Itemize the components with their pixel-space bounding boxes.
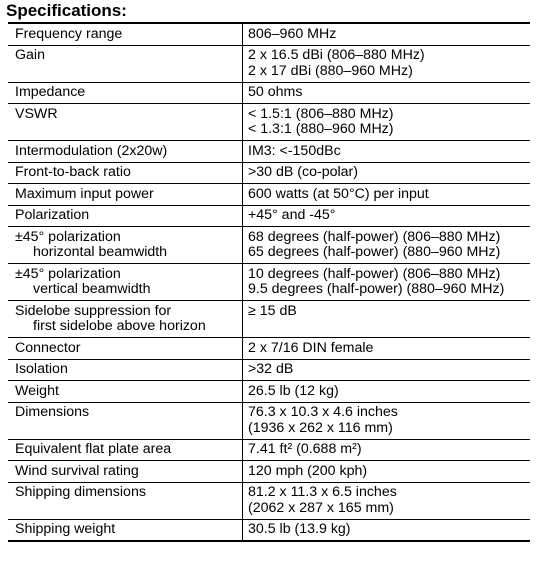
- spec-value-text: 2 x 7/16 DIN female: [248, 339, 374, 356]
- spec-value-text: 600 watts (at 50°C) per input: [248, 185, 429, 202]
- spec-value-text: 9.5 degrees (half-power) (880–960 MHz): [248, 281, 505, 297]
- spec-value-text: < 1.3:1 (880–960 MHz): [248, 121, 394, 137]
- spec-value-text: 50 ohms: [248, 84, 303, 100]
- spec-value-cell: [243, 359, 531, 381]
- spec-label-text: Shipping dimensions: [15, 484, 146, 500]
- spec-value-text: >32 dB: [248, 361, 294, 377]
- spec-value-cell: [243, 141, 531, 163]
- spec-label-cell: [8, 402, 243, 439]
- spec-label-cell: [8, 482, 243, 519]
- spec-row-equivalent-flat-plate-area: [8, 439, 530, 461]
- spec-label-cell: [8, 381, 243, 403]
- spec-label-cell: [8, 104, 243, 141]
- spec-value-cell: [243, 227, 531, 264]
- spec-label-cell: [8, 264, 243, 301]
- spec-value-cell: [243, 482, 531, 519]
- spec-row-weight: [8, 381, 530, 403]
- spec-label-text: Sidelobe suppression for: [15, 302, 172, 319]
- spec-label-cell: [8, 519, 243, 541]
- spec-label-text: Shipping weight: [15, 521, 116, 537]
- spec-value-text: (2062 x 287 x 165 mm): [248, 499, 394, 516]
- spec-value-cell: [243, 381, 531, 403]
- spec-label-text: Gain: [15, 47, 45, 63]
- spec-value-text: +45° and -45°: [248, 207, 336, 223]
- spec-value-text: 81.2 x 11.3 x 6.5 inches: [248, 484, 397, 500]
- spec-row-connector: [8, 338, 530, 360]
- spec-row-shipping-weight: [8, 519, 530, 541]
- spec-row-intermodulation-2x20w: [8, 141, 530, 163]
- spec-value-cell: [243, 82, 531, 104]
- spec-value-text: 2 x 17 dBi (880–960 MHz): [248, 62, 413, 79]
- spec-label-text: Polarization: [15, 207, 90, 223]
- spec-label-text: Weight: [15, 382, 59, 399]
- spec-value-text: 806–960 MHz: [248, 25, 337, 42]
- spec-row-45-polarization-horizontal-beamwidth: [8, 227, 530, 264]
- spec-value-text: 10 degrees (half-power) (806–880 MHz): [248, 265, 501, 282]
- spec-value-text: (1936 x 262 x 116 mm): [248, 419, 393, 436]
- spec-label-text: Equivalent flat plate area: [15, 441, 172, 457]
- spec-row-front-to-back-ratio: [8, 162, 530, 184]
- spec-label-cell: [8, 45, 243, 82]
- spec-label-text: Intermodulation (2x20w): [15, 142, 168, 159]
- spec-value-text: 120 mph (200 kph): [248, 462, 368, 479]
- specifications-table-body: [8, 23, 530, 541]
- spec-label-cell: [8, 205, 243, 227]
- specifications-table: [8, 22, 530, 542]
- spec-value-text: 76.3 x 10.3 x 4.6 inches: [248, 404, 398, 420]
- spec-label-text: ±45° polarization: [15, 228, 121, 245]
- spec-value-cell: [243, 264, 531, 301]
- spec-value-cell: [243, 338, 531, 360]
- spec-value-text: 68 degrees (half-power) (806–880 MHz): [248, 228, 501, 245]
- spec-value-text: < 1.5:1 (806–880 MHz): [248, 105, 394, 122]
- spec-row-gain: [8, 45, 530, 82]
- spec-row-impedance: [8, 82, 530, 104]
- spec-value-cell: [243, 104, 531, 141]
- spec-label-cell: [8, 227, 243, 264]
- spec-label-text: Maximum input power: [15, 185, 154, 202]
- spec-value-cell: [243, 162, 531, 184]
- spec-row-shipping-dimensions: [8, 482, 530, 519]
- spec-label-cell: [8, 82, 243, 104]
- spec-label-cell: [8, 359, 243, 381]
- spec-value-cell: [243, 439, 531, 461]
- spec-value-text: 7.41 ft² (0.688 m²): [248, 441, 362, 457]
- specifications-heading: Specifications:: [6, 1, 127, 20]
- spec-value-text: 2 x 16.5 dBi (806–880 MHz): [248, 47, 425, 63]
- spec-label-cell: [8, 338, 243, 360]
- spec-value-cell: [243, 45, 531, 82]
- spec-label-text: Impedance: [15, 84, 86, 100]
- spec-value-text: 26.5 lb (12 kg): [248, 382, 339, 399]
- spec-label-text: vertical beamwidth: [33, 281, 151, 297]
- spec-row-dimensions: [8, 402, 530, 439]
- spec-value-cell: [243, 301, 531, 338]
- spec-label-text: VSWR: [15, 105, 58, 122]
- spec-label-text: Connector: [15, 339, 81, 356]
- spec-value-cell: [243, 519, 531, 541]
- spec-value-cell: [243, 402, 531, 439]
- spec-label-text: ±45° polarization: [15, 265, 121, 282]
- spec-value-text: ≥ 15 dB: [248, 302, 297, 319]
- spec-row-wind-survival-rating: [8, 461, 530, 483]
- spec-label-cell: [8, 141, 243, 163]
- spec-label-text: Front-to-back ratio: [15, 164, 131, 180]
- spec-value-text: IM3: <-150dBc: [248, 142, 341, 159]
- spec-row-isolation: [8, 359, 530, 381]
- spec-label-text: Frequency range: [15, 25, 123, 42]
- spec-label-text: Dimensions: [15, 404, 90, 420]
- spec-label-text: first sidelobe above horizon: [33, 318, 206, 334]
- spec-value-text: 65 degrees (half-power) (880–960 MHz): [248, 244, 501, 260]
- spec-label-text: Wind survival rating: [15, 462, 139, 479]
- spec-value-text: 30.5 lb (13.9 kg): [248, 521, 351, 537]
- spec-value-cell: [243, 184, 531, 206]
- spec-label-cell: [8, 461, 243, 483]
- spec-row-polarization: [8, 205, 530, 227]
- spec-label-cell: [8, 184, 243, 206]
- spec-label-cell: [8, 301, 243, 338]
- spec-row-sidelobe-suppression-for-first-sidelobe-above-horizon: [8, 301, 530, 338]
- spec-row-45-polarization-vertical-beamwidth: [8, 264, 530, 301]
- spec-label-cell: [8, 439, 243, 461]
- spec-label-text: Isolation: [15, 361, 68, 377]
- spec-value-cell: [243, 23, 531, 45]
- spec-label-text: horizontal beamwidth: [33, 244, 168, 260]
- spec-row-maximum-input-power: [8, 184, 530, 206]
- spec-row-frequency-range: [8, 23, 530, 45]
- spec-value-cell: [243, 205, 531, 227]
- spec-label-cell: [8, 23, 243, 45]
- spec-value-cell: [243, 461, 531, 483]
- spec-label-cell: [8, 162, 243, 184]
- spec-value-text: >30 dB (co-polar): [248, 164, 359, 180]
- spec-row-vswr: [8, 104, 530, 141]
